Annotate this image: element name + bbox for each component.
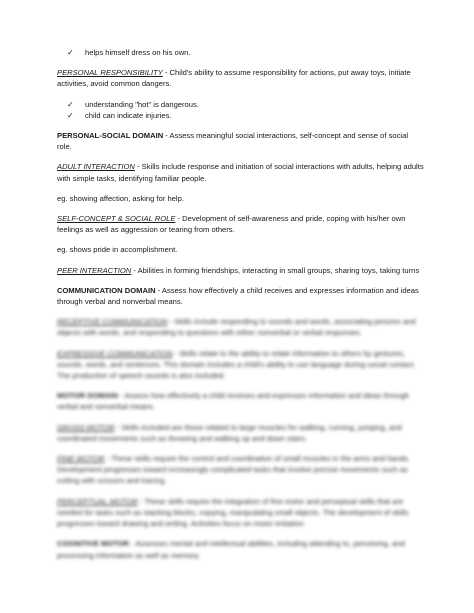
paragraph-perceptual-motor: PERCEPTUAL MOTOR - These skills require the integration of fine motor and perceptual skills that are needed for tasks such as stacking blocks, copying, manipulating small objects. The development of skills progresses toward drawing and writing. Activities focus on motor imitation. xyxy=(57,496,409,529)
example-text: eg. shows pride in accomplishment. xyxy=(57,245,178,255)
bullet-list-personal-responsibility xyxy=(57,99,424,121)
bullet-list-top xyxy=(57,47,424,58)
example-text: eg. showing affection, asking for help. xyxy=(57,193,184,203)
list-item: ✓ child can indicate injuries. xyxy=(67,110,172,120)
paragraph-gross-motor: GROSS MOTOR - Skills included are those related to large muscles for walking, running, jumping, and coordinated movements such as throwing and walking up and down stairs. xyxy=(57,422,402,443)
checkmark-icon: ✓ xyxy=(67,110,74,120)
paragraph-personal-responsibility: PERSONAL RESPONSIBILITY - Child's ability to assume responsibility for actions, put away toys, initiate activities, avoid common dangers. xyxy=(57,68,411,89)
paragraph-communication-domain: COMMUNICATION DOMAIN - Assess how effectively a child receives and expresses information and ideas through verbal and nonverbal means. xyxy=(57,285,419,307)
paragraph-motor-domain: MOTOR DOMAIN - Assess how effectively a child receives and expresses information and ideas through verbal and nonverbal means. xyxy=(57,391,410,412)
paragraph-expressive-communication: EXPRESSIVE COMMUNICATION - Skills relate to the ability to relate information to others by gestures, sounds, words, and sentences. This domain includes a child's ability to use language during social contact. The production of speech sounds is also included. xyxy=(57,348,416,381)
paragraph-peer-interaction: PEER INTERACTION - Abilities in forming friendships, interacting in small groups, sharing toys, taking turns xyxy=(57,265,420,275)
blurred-preview-section xyxy=(57,316,424,560)
paragraph-receptive-communication: RECEPTIVE COMMUNICATION - Skills include responding to sounds and words, associating pictures and objects with words, and responding to questions with either nonverbal or verbal responses. xyxy=(57,317,416,338)
paragraph-fine-motor: FINE MOTOR - These skills require the control and coordination of small muscles in the arms and hands. Development progresses toward increasingly complicated tasks that involve precise movements such as cutting with scissors and tracing. xyxy=(57,454,410,486)
checkmark-icon: ✓ xyxy=(67,48,74,57)
paragraph-cognitive-motor: COGNITIVE MOTOR - Assesses mental and intellectual abilities, including attending to, perceiving, and processing information as well as memory. xyxy=(57,539,405,560)
paragraph-adult-interaction: ADULT INTERACTION - Skills include response and initiation of social interactions with adults, helping adults with simple tasks, identifying familiar people. xyxy=(57,162,424,183)
list-item: ✓ helps himself dress on his own. xyxy=(67,48,191,57)
checkmark-icon: ✓ xyxy=(67,99,74,109)
paragraph-self-concept: SELF-CONCEPT & SOCIAL ROLE - Development of self-awareness and pride, coping with his/her own feelings as well as aggression or tearing from others. xyxy=(57,214,406,235)
list-item: ✓ understanding "hot" is dangerous. xyxy=(67,99,199,109)
paragraph-personal-social-domain: PERSONAL-SOCIAL DOMAIN - Assess meaningful social interactions, self-concept and sense of social role. xyxy=(57,131,409,152)
